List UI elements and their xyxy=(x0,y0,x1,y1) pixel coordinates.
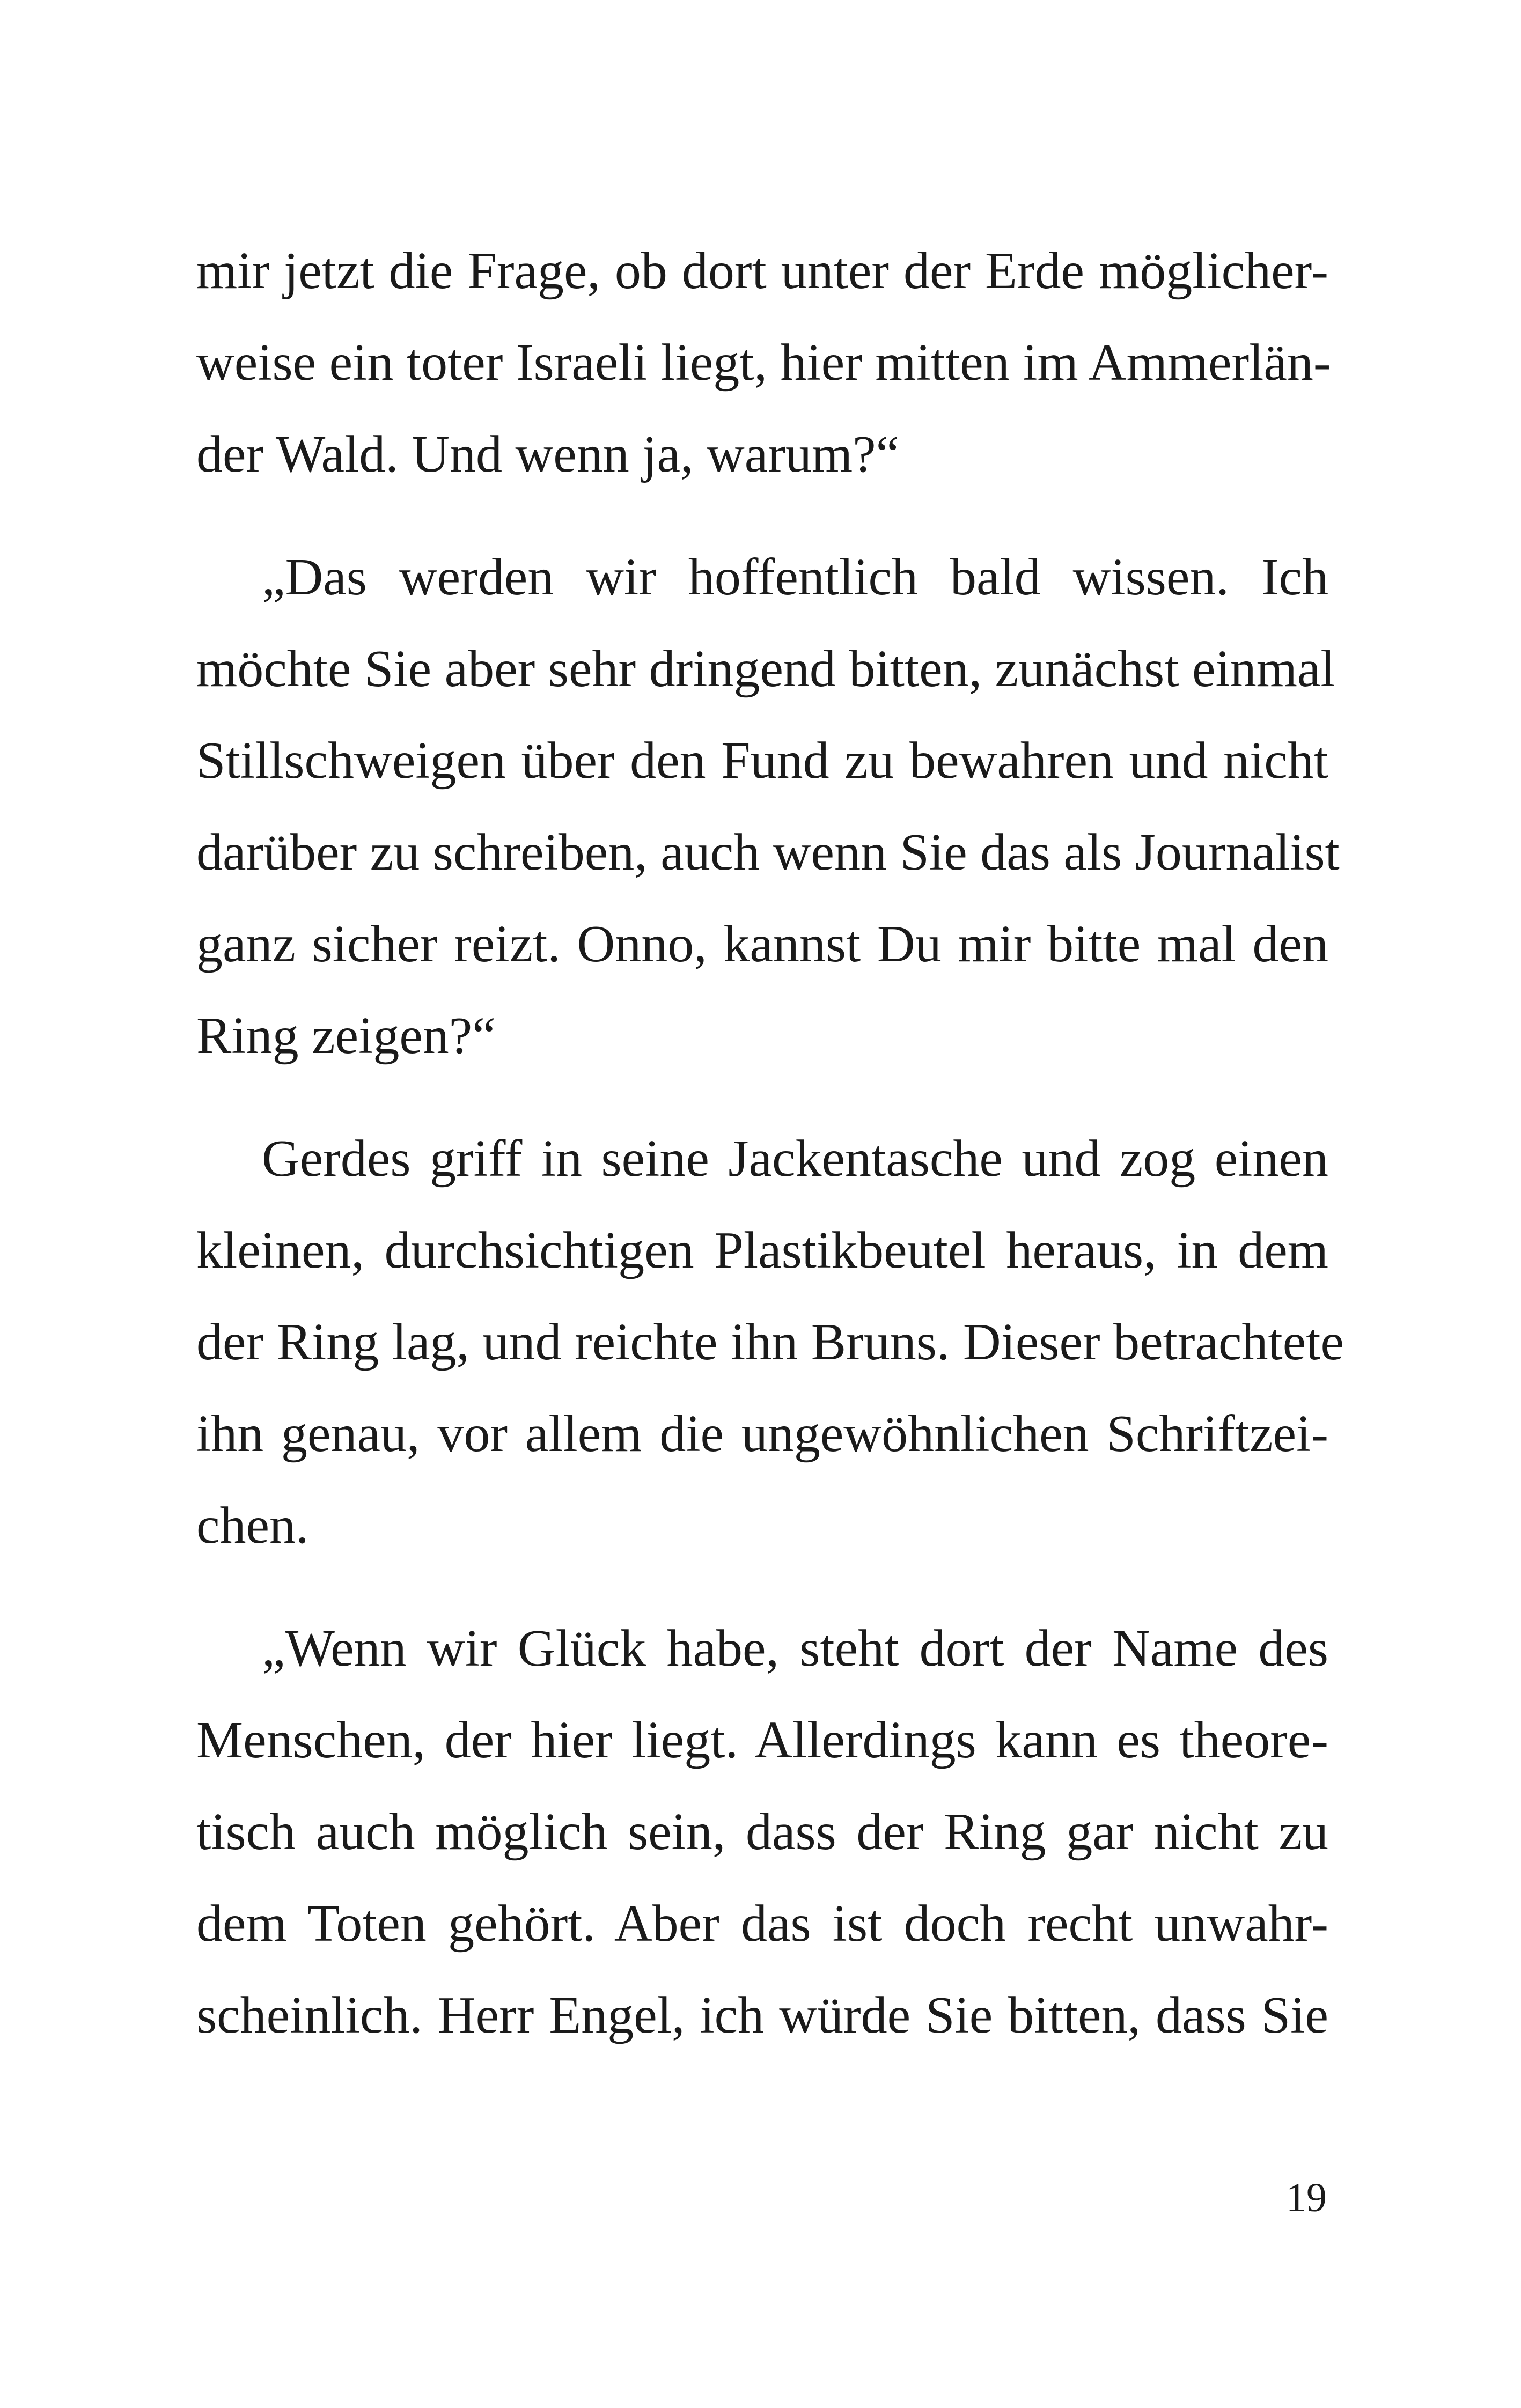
text-line: der Wald. Und wenn ja, warum?“ xyxy=(196,425,900,483)
text-line: kleinen, durchsichtigen Plastikbeutel heraus, in dem xyxy=(196,1221,1328,1279)
text-line: darüber zu schreiben, auch wenn Sie das als Journalist xyxy=(196,823,1340,881)
text-line: mir jetzt die Frage, ob dort unter der Erde möglicher- xyxy=(196,242,1328,300)
text-line: ganz sicher reizt. Onno, kannst Du mir bitte mal den xyxy=(196,915,1328,973)
text-line: „Wenn wir Glück habe, steht dort der Name des xyxy=(262,1619,1328,1677)
text-line: weise ein toter Israeli liegt, hier mitten im Ammerlän- xyxy=(196,334,1331,392)
text-line: Ring zeigen?“ xyxy=(196,1007,496,1065)
text-line: „Das werden wir hoffentlich bald wissen. Ich xyxy=(262,548,1328,606)
text-line: der Ring lag, und reichte ihn Bruns. Dieser betrachtete xyxy=(196,1313,1344,1371)
text-line: Stillschweigen über den Fund zu bewahren und nicht xyxy=(196,732,1328,790)
text-line: Menschen, der hier liegt. Allerdings kann es theore- xyxy=(196,1711,1328,1769)
text-line: chen. xyxy=(196,1497,309,1555)
paragraph-gap xyxy=(196,1572,1328,1603)
paragraph-gap xyxy=(196,500,1328,532)
page-number: 19 xyxy=(1286,2175,1327,2220)
paragraph-gap xyxy=(196,1082,1328,1113)
text-line: Gerdes griff in seine Jackentasche und zog einen xyxy=(262,1130,1328,1188)
body-text xyxy=(196,225,1344,2061)
text-line: tisch auch möglich sein, dass der Ring gar nicht zu xyxy=(196,1803,1328,1861)
text-line: scheinlich. Herr Engel, ich würde Sie bitten, dass Sie xyxy=(196,1986,1328,2044)
text-line: möchte Sie aber sehr dringend bitten, zunächst einmal xyxy=(196,640,1335,698)
text-line: ihn genau, vor allem die ungewöhnlichen Schriftzei- xyxy=(196,1405,1328,1463)
text-line: dem Toten gehört. Aber das ist doch recht unwahr- xyxy=(196,1895,1328,1953)
